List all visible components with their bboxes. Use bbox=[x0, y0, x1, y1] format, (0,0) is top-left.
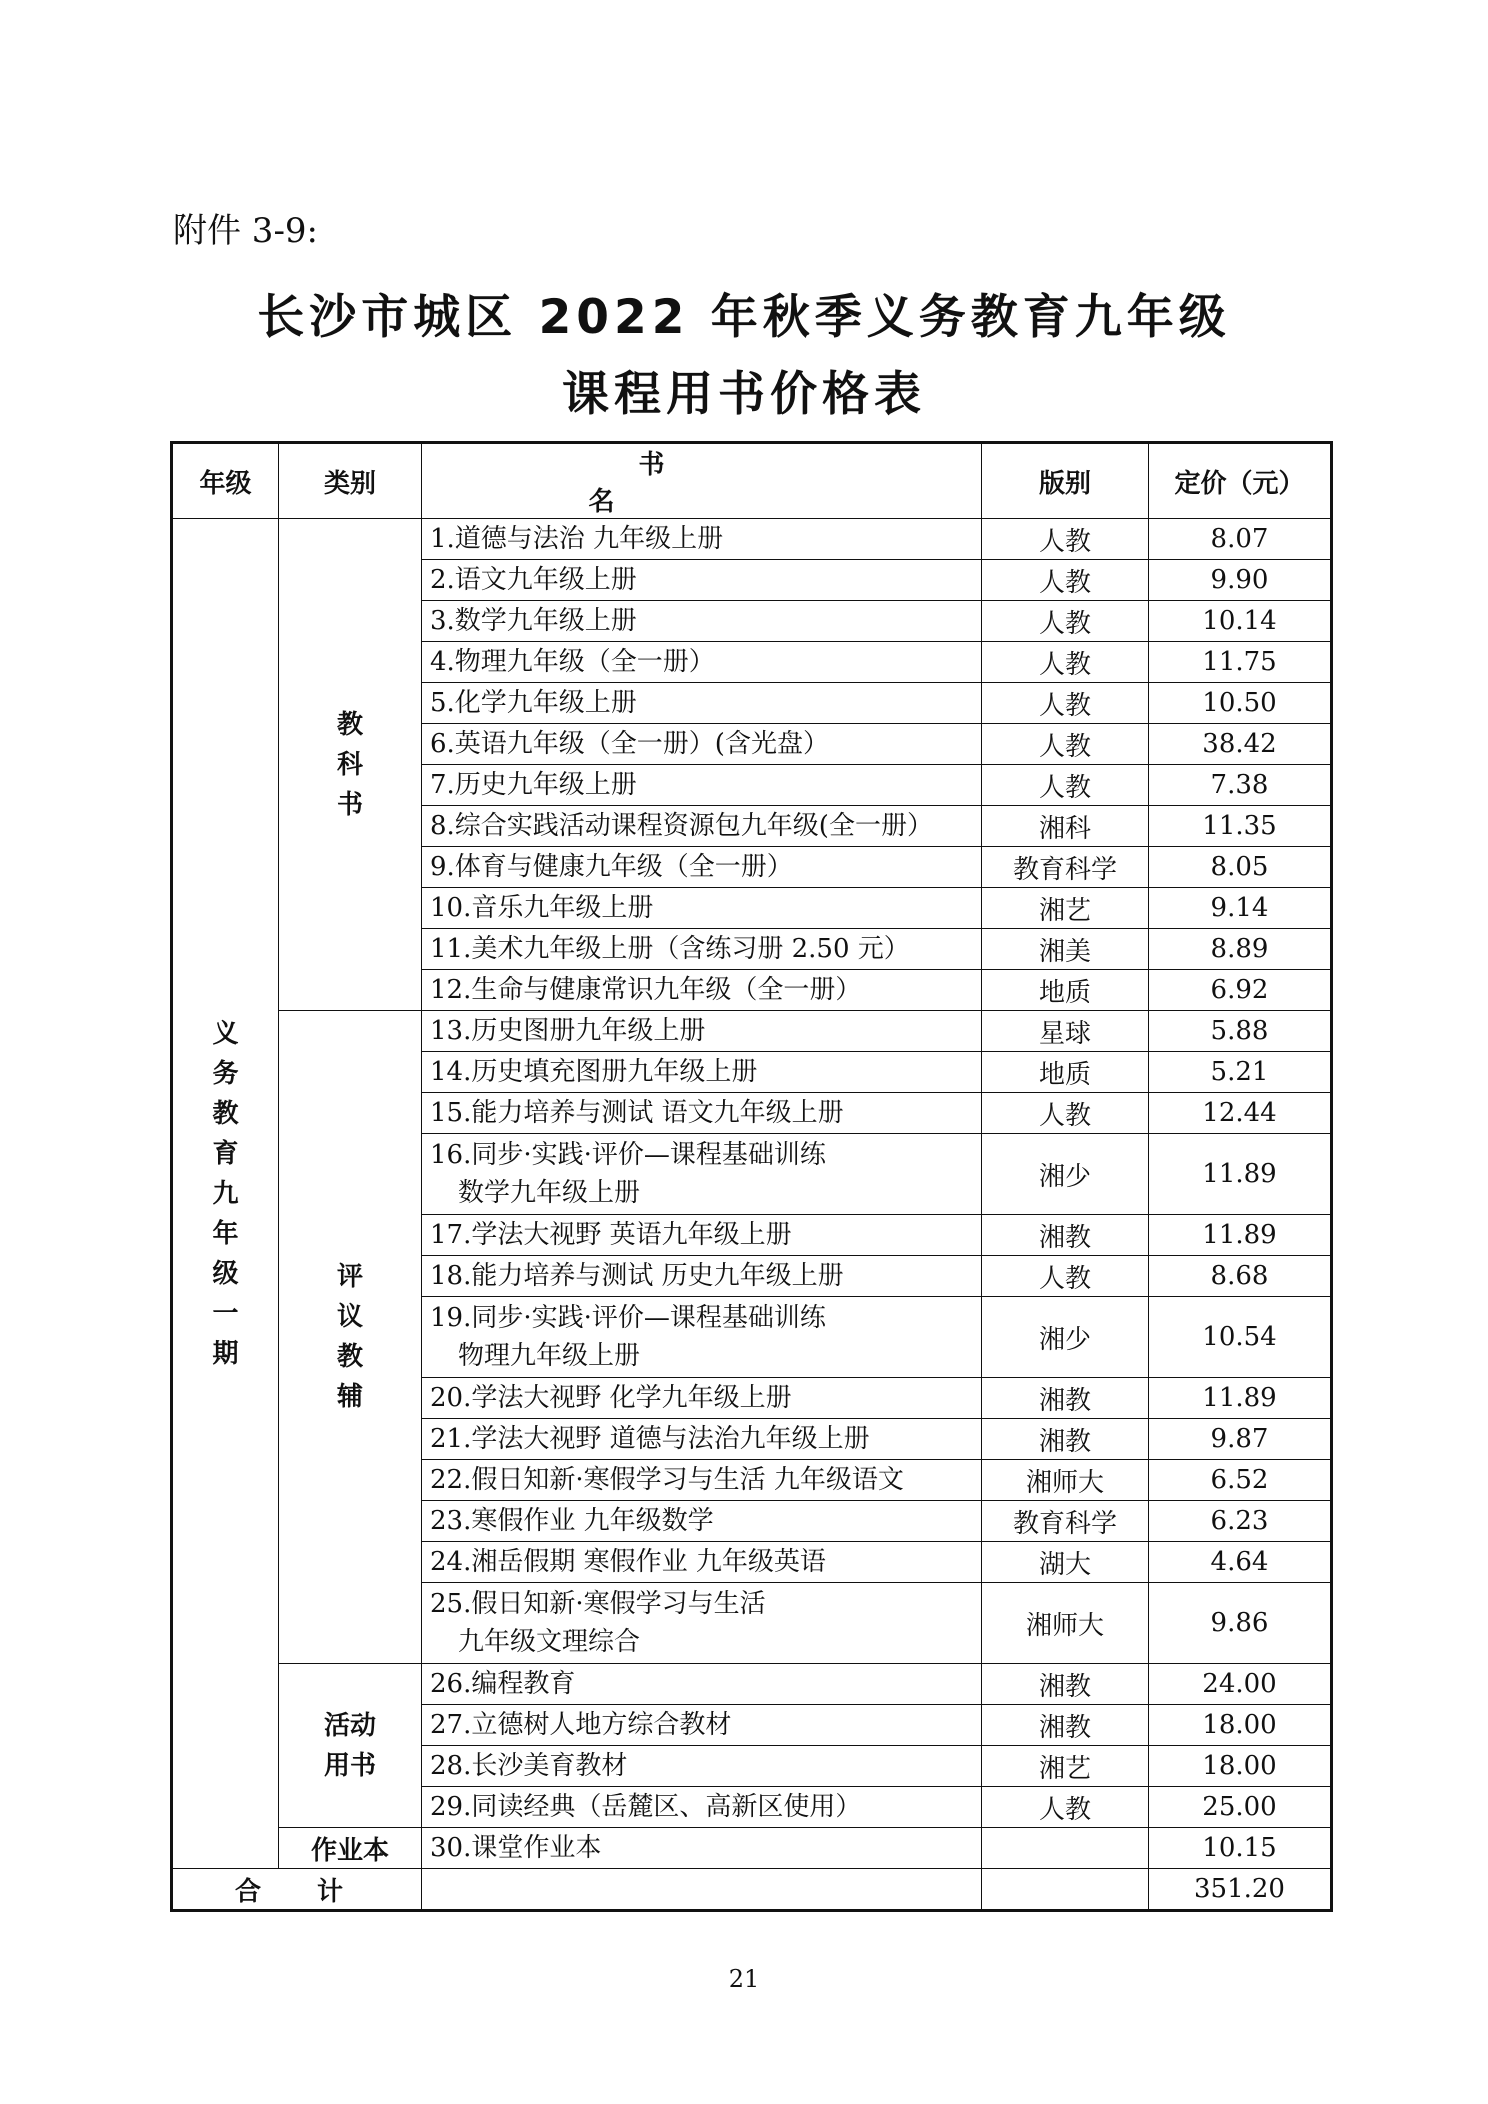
book-name: 20.学法大视野 化学九年级上册 bbox=[422, 1378, 982, 1419]
table-row bbox=[172, 1664, 1332, 1705]
book-name: 13.历史图册九年级上册 bbox=[422, 1011, 982, 1052]
price: 10.15 bbox=[1149, 1828, 1332, 1869]
publisher: 湘少 bbox=[982, 1297, 1149, 1378]
publisher: 人教 bbox=[982, 724, 1149, 765]
price: 10.14 bbox=[1149, 601, 1332, 642]
publisher: 星球 bbox=[982, 1011, 1149, 1052]
price: 6.92 bbox=[1149, 970, 1332, 1011]
publisher: 人教 bbox=[982, 1256, 1149, 1297]
book-name: 19.同步·实践·评价—课程基础训练 物理九年级上册 bbox=[422, 1297, 982, 1378]
price: 18.00 bbox=[1149, 1746, 1332, 1787]
category-textbook: 教科书 bbox=[279, 519, 422, 1011]
book-name: 4.物理九年级（全一册） bbox=[422, 642, 982, 683]
publisher: 人教 bbox=[982, 765, 1149, 806]
book-name: 15.能力培养与测试 语文九年级上册 bbox=[422, 1093, 982, 1134]
total-empty-name bbox=[422, 1869, 982, 1911]
book-name: 7.历史九年级上册 bbox=[422, 765, 982, 806]
book-name: 22.假日知新·寒假学习与生活 九年级语文 bbox=[422, 1460, 982, 1501]
price: 8.89 bbox=[1149, 929, 1332, 970]
publisher: 湘科 bbox=[982, 806, 1149, 847]
book-name: 29.同读经典（岳麓区、高新区使用） bbox=[422, 1787, 982, 1828]
book-name: 28.长沙美育教材 bbox=[422, 1746, 982, 1787]
table-row bbox=[172, 519, 1332, 560]
publisher: 湘教 bbox=[982, 1215, 1149, 1256]
price: 9.14 bbox=[1149, 888, 1332, 929]
publisher: 人教 bbox=[982, 601, 1149, 642]
price: 8.05 bbox=[1149, 847, 1332, 888]
book-name: 24.湘岳假期 寒假作业 九年级英语 bbox=[422, 1542, 982, 1583]
price: 9.86 bbox=[1149, 1583, 1332, 1664]
price: 8.07 bbox=[1149, 519, 1332, 560]
price: 11.89 bbox=[1149, 1378, 1332, 1419]
price: 18.00 bbox=[1149, 1705, 1332, 1746]
publisher: 湘艺 bbox=[982, 1746, 1149, 1787]
category-homework: 作业本 bbox=[279, 1828, 422, 1869]
price: 5.88 bbox=[1149, 1011, 1332, 1052]
book-name: 27.立德树人地方综合教材 bbox=[422, 1705, 982, 1746]
price: 6.52 bbox=[1149, 1460, 1332, 1501]
book-name: 6.英语九年级（全一册）(含光盘） bbox=[422, 724, 982, 765]
price: 4.64 bbox=[1149, 1542, 1332, 1583]
publisher: 湘师大 bbox=[982, 1583, 1149, 1664]
total-label: 合计 bbox=[172, 1869, 422, 1911]
header-publisher: 版别 bbox=[982, 443, 1149, 519]
total-row bbox=[172, 1869, 1332, 1911]
publisher bbox=[982, 1828, 1149, 1869]
title-line-1: 长沙市城区 2022 年秋季义务教育九年级 bbox=[257, 290, 1231, 345]
book-name: 21.学法大视野 道德与法治九年级上册 bbox=[422, 1419, 982, 1460]
publisher: 教育科学 bbox=[982, 847, 1149, 888]
price: 11.35 bbox=[1149, 806, 1332, 847]
publisher: 湘教 bbox=[982, 1664, 1149, 1705]
header-row bbox=[172, 443, 1332, 519]
publisher: 湘师大 bbox=[982, 1460, 1149, 1501]
price: 12.44 bbox=[1149, 1093, 1332, 1134]
book-name: 2.语文九年级上册 bbox=[422, 560, 982, 601]
publisher: 湘教 bbox=[982, 1378, 1149, 1419]
book-name: 12.生命与健康常识九年级（全一册） bbox=[422, 970, 982, 1011]
publisher: 湖大 bbox=[982, 1542, 1149, 1583]
price: 9.87 bbox=[1149, 1419, 1332, 1460]
grade-cell: 义务教育九年级一期 bbox=[172, 519, 279, 1869]
book-name: 26.编程教育 bbox=[422, 1664, 982, 1705]
price: 25.00 bbox=[1149, 1787, 1332, 1828]
book-name: 23.寒假作业 九年级数学 bbox=[422, 1501, 982, 1542]
attachment-label: 附件 3-9: bbox=[173, 211, 319, 251]
publisher: 湘教 bbox=[982, 1705, 1149, 1746]
book-name: 25.假日知新·寒假学习与生活 九年级文理综合 bbox=[422, 1583, 982, 1664]
book-name: 14.历史填充图册九年级上册 bbox=[422, 1052, 982, 1093]
book-name: 8.综合实践活动课程资源包九年级(全一册） bbox=[422, 806, 982, 847]
title-line-2: 课程用书价格表 bbox=[562, 367, 926, 422]
price: 11.75 bbox=[1149, 642, 1332, 683]
total-price: 351.20 bbox=[1149, 1869, 1332, 1911]
price: 11.89 bbox=[1149, 1134, 1332, 1215]
publisher: 人教 bbox=[982, 560, 1149, 601]
publisher: 人教 bbox=[982, 1093, 1149, 1134]
book-name: 5.化学九年级上册 bbox=[422, 683, 982, 724]
book-name: 3.数学九年级上册 bbox=[422, 601, 982, 642]
publisher: 湘美 bbox=[982, 929, 1149, 970]
price: 5.21 bbox=[1149, 1052, 1332, 1093]
table-row bbox=[172, 1011, 1332, 1052]
price: 10.54 bbox=[1149, 1297, 1332, 1378]
publisher: 人教 bbox=[982, 519, 1149, 560]
price: 10.50 bbox=[1149, 683, 1332, 724]
price: 11.89 bbox=[1149, 1215, 1332, 1256]
book-name: 17.学法大视野 英语九年级上册 bbox=[422, 1215, 982, 1256]
price-table bbox=[170, 441, 1333, 1912]
header-price: 定价（元） bbox=[1149, 443, 1332, 519]
book-name: 16.同步·实践·评价—课程基础训练 数学九年级上册 bbox=[422, 1134, 982, 1215]
price: 38.42 bbox=[1149, 724, 1332, 765]
category-auxiliary: 评议教辅 bbox=[279, 1011, 422, 1664]
table-row bbox=[172, 1828, 1332, 1869]
total-empty-publisher bbox=[982, 1869, 1149, 1911]
publisher: 湘教 bbox=[982, 1419, 1149, 1460]
page-number: 21 bbox=[728, 1965, 760, 1993]
book-name: 18.能力培养与测试 历史九年级上册 bbox=[422, 1256, 982, 1297]
header-book-name: 书 名 bbox=[422, 443, 982, 519]
price: 7.38 bbox=[1149, 765, 1332, 806]
header-category: 类别 bbox=[279, 443, 422, 519]
publisher: 人教 bbox=[982, 683, 1149, 724]
price: 24.00 bbox=[1149, 1664, 1332, 1705]
book-name: 1.道德与法治 九年级上册 bbox=[422, 519, 982, 560]
publisher: 湘少 bbox=[982, 1134, 1149, 1215]
book-name: 11.美术九年级上册（含练习册 2.50 元） bbox=[422, 929, 982, 970]
publisher: 地质 bbox=[982, 1052, 1149, 1093]
header-grade: 年级 bbox=[172, 443, 279, 519]
book-name: 9.体育与健康九年级（全一册） bbox=[422, 847, 982, 888]
publisher: 人教 bbox=[982, 642, 1149, 683]
publisher: 地质 bbox=[982, 970, 1149, 1011]
publisher: 湘艺 bbox=[982, 888, 1149, 929]
category-activity: 活动用书 bbox=[279, 1664, 422, 1828]
price: 8.68 bbox=[1149, 1256, 1332, 1297]
book-name: 10.音乐九年级上册 bbox=[422, 888, 982, 929]
price: 6.23 bbox=[1149, 1501, 1332, 1542]
publisher: 教育科学 bbox=[982, 1501, 1149, 1542]
book-name: 30.课堂作业本 bbox=[422, 1828, 982, 1869]
publisher: 人教 bbox=[982, 1787, 1149, 1828]
price: 9.90 bbox=[1149, 560, 1332, 601]
